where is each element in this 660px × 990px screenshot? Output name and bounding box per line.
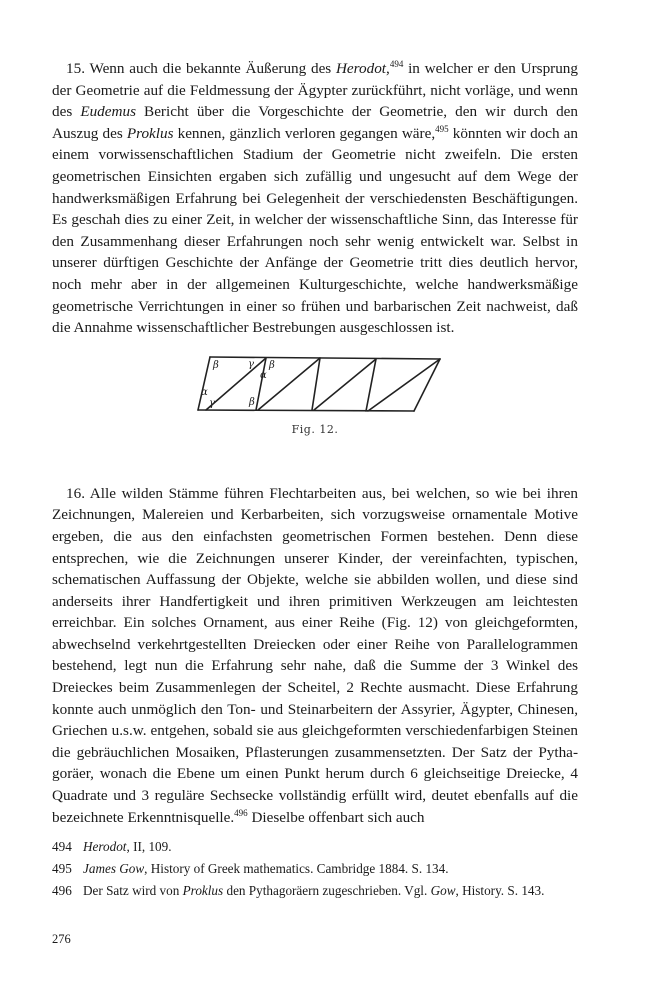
triangle-strip-diagram <box>196 353 446 415</box>
footnote-number: 494 <box>52 839 72 855</box>
text-run: Bericht über die Vorgeschichte der Geometrie, den wir durch den Auszug des <box>52 103 578 142</box>
italic-text: Herodot <box>335 60 387 77</box>
italic-text: Proklus <box>126 124 174 142</box>
text-run: könnten wir doch an einem vorwissenschaftlichen Stadium der Geometrie nicht zweifeln. Die ersten geometrischen Einsichten ergaben sich zufällig und ungesucht auf dem Wege der handwerksmäßigen Erfahrung bei Gelegenheit der verschiedensten Beschäftigungen. Es geschah dies zu einer Zeit, in welcher der wissenschaftliche Sinn, das Interesse für den Zusammenhang dieser Erfahrungen noch sehr wenig entwickelt war. Selbst in unserer dürftigen Geschichte der Anfänge der Geometrie tritt dies deutlich hervor, noch mehr aber in der allgemeinen Kulturgeschichte, welche handwerksmäßige geometrische Verrichtungen in einer so frühen und barbarischen Zeit nachweist, daß die Annahme wissenschaftlicher Bestrebungen ausgeschlossen ist. <box>52 124 579 337</box>
label-beta-2: β <box>269 359 275 371</box>
text-run: 16. Alle wilden Stämme führen Flechtarbeiten aus, bei welchen, so wie bei ihren Zeichnungen, Malereien und Kerbarbeiten, sich vorzugsweise ornamentale Motive ergeben, die aus den einfachsten geometrischen Formen bestehen. Denn diese entsprechen, wie die Zeichnungen unserer Kinder, der vereinfachten, typischen, schematischen Auffassung der Objekte, welche sie abbilden wollen, und diese sind anderseits ihrer Handfertigkeit und ihren primitiven Werkzeugen am leichtesten erreichbar. Ein solches Ornament, aus einer Reihe (Fig. 12) von gleichgeformten, abwechselnd verkehrtgestellten Dreiecken oder einer Reihe von Parallelogrammen bestehend, legt nun die Erfahrung sehr nahe, daß die Summe der 3 Winkel des Dreieckes beim Zusammenlegen der Scheitel, 2 Rechte ausmacht. Diese Erfahrung konnte auch unmöglich den Ton- und Steinarbeitern der Assyrier, Ägypter, Chinesen, Griechen u.s.w. entgehen, sobald sie aus gleichgeformten verschiedenfarbigen Steinen die gebräuchlichen Mosaiken, Pflasterungen zusammensetzten. Der Satz der Pythagoräer, wonach die Ebene um einen Punkt herum durch 6 gleichseitige Dreiecke, 4 Quadrate und 3 reguläre Sechsecke vollständig erfüllt wird, deutet ebenfalls auf die bezeichnete Erkenntnisquelle. <box>52 484 578 826</box>
footnote-494 <box>52 837 578 856</box>
footnote-marker[interactable]: 496 <box>234 807 248 818</box>
footnote-number: 496 <box>52 883 72 899</box>
label-gamma-1: γ <box>248 358 254 370</box>
italic-text: Proklus <box>182 883 224 899</box>
page-number: 276 <box>52 932 71 946</box>
footnote-text <box>83 837 578 856</box>
page-body <box>52 58 578 903</box>
italic-text: Gow <box>430 883 456 899</box>
paragraph-15 <box>52 58 578 339</box>
text-run: 15. Wenn auch die bekannte Äußerung des <box>66 60 336 77</box>
italic-text: Herodot <box>83 839 127 855</box>
figure-12 <box>52 353 578 445</box>
italic-text: Eudemus <box>80 103 136 121</box>
paragraph-16 <box>52 483 578 829</box>
label-gamma-2: γ <box>209 397 215 409</box>
text-run: in welcher er den Ursprung der Geometrie auf die Feldmessung der Ägypter zurückführt, nicht vorläge, und wenn des <box>52 60 578 121</box>
text-run: Der Satz wird von <box>83 883 183 899</box>
text-run: , History of Greek mathematics. Cambridge 1884. S. 134. <box>144 861 449 877</box>
footnote-text <box>83 881 578 900</box>
footnote-marker[interactable]: 495 <box>435 123 449 134</box>
footnote-marker[interactable]: 494 <box>389 59 404 69</box>
text-run: , II, 109. <box>126 839 172 855</box>
text-run: Dieselbe offenbart sich auch <box>247 808 425 826</box>
text-run: , History. S. 143. <box>455 883 545 899</box>
text-run: , <box>386 60 390 77</box>
label-alpha-1: α <box>260 369 267 381</box>
label-beta-3: β <box>249 396 255 408</box>
footnote-text <box>83 859 578 878</box>
label-beta-1: β <box>213 359 219 371</box>
text-run: kennen, gänzlich verloren gegangen wäre, <box>173 124 436 142</box>
italic-text: James Gow <box>83 861 145 877</box>
text-run: den Pythagoräern zugeschrieben. Vgl. <box>223 883 431 899</box>
footnote-496 <box>52 881 578 900</box>
label-alpha-2: α <box>201 386 208 398</box>
figure-caption: Fig. 12. <box>291 422 339 436</box>
footnote-number: 495 <box>52 861 72 877</box>
footnote-495 <box>52 859 578 878</box>
footnotes <box>52 837 578 900</box>
